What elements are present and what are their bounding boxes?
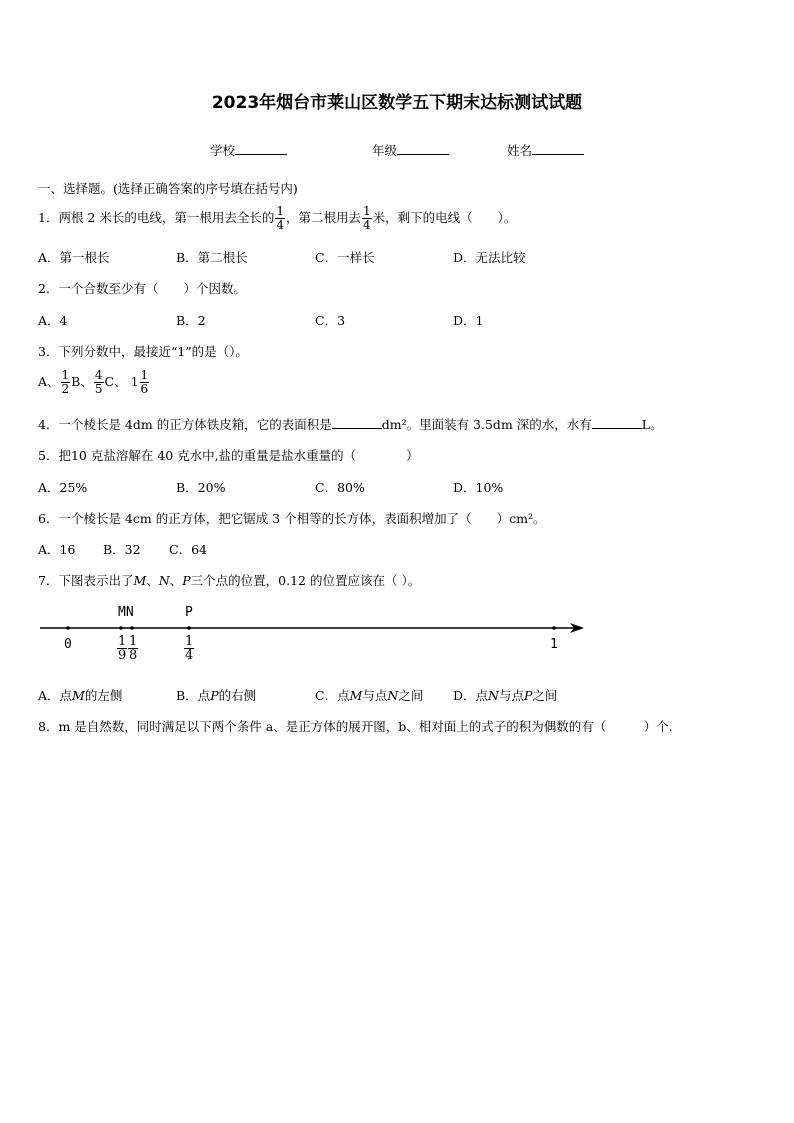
- q1-fraction-2: $\frac{1}{4}$: [363, 204, 371, 232]
- q7-text-2: 三个点的位置，0.12 的位置应该在（ ）。: [190, 573, 421, 588]
- q7-option-c: [315, 688, 423, 704]
- q7-c-point: M: [349, 688, 363, 703]
- q1-text-2: ，第二根用去: [286, 210, 362, 225]
- q7-c-text: 之间: [398, 688, 424, 703]
- q1-option-d: D．无法比较: [453, 250, 526, 265]
- q1-fraction-1: $\frac{1}{4}$: [276, 204, 284, 232]
- q7-option-d: [453, 688, 557, 704]
- name-blank: [532, 142, 584, 155]
- q6-option-b: B．32: [103, 542, 141, 557]
- q5-option-a: A．25%: [38, 480, 88, 495]
- school-blank: [235, 142, 287, 155]
- q7-point-m: M: [133, 573, 147, 588]
- q7-a-point: M: [72, 688, 85, 703]
- fraction-p: $\frac{1}{4}$: [185, 634, 194, 663]
- q3-option-c-label: C、: [104, 374, 127, 389]
- q7-sep: 、: [146, 573, 159, 588]
- q1-text-1: 1．两根 2 米长的电线，第一根用去全长的: [38, 210, 275, 225]
- q7-a-text: 的左侧: [84, 688, 123, 703]
- q2-option-c: C．3: [315, 313, 346, 328]
- q5-option-d: D．10%: [453, 480, 504, 495]
- q1-option-c: C．一样长: [315, 250, 375, 265]
- q7-a-text: A．点: [38, 688, 73, 703]
- question-4: [38, 416, 663, 433]
- section-heading: 一、选择题。(选择正确答案的序号填在括号内): [38, 181, 298, 196]
- label-mn: MN: [118, 605, 134, 620]
- q7-d-point: N: [488, 688, 499, 703]
- q1-option-a: A．第一根长: [38, 250, 110, 265]
- q3-fraction-c: $\frac{1}{6}$: [140, 368, 149, 396]
- q7-option-a: [38, 688, 122, 704]
- q5-option-b: B．20%: [176, 480, 226, 495]
- label-p: P: [185, 605, 193, 620]
- q7-text-1: 7．下图表示出了: [38, 573, 134, 588]
- school-label: 学校: [210, 143, 236, 158]
- question-2: 2．一个合数至少有（ ）个因数。: [38, 281, 246, 296]
- q7-b-text: B．点: [176, 688, 211, 703]
- question-8: 8．m 是自然数，同时满足以下两个条件 a、是正方体的展开图，b、相对面上的式子的积为偶数的有（ ）个．: [38, 719, 682, 734]
- question-5: 5．把10 克盐溶解在 40 克水中,盐的重量是盐水重量的（ ）: [38, 448, 419, 463]
- question-1: [38, 205, 516, 232]
- q7-b-text: 的右侧: [218, 688, 257, 703]
- q7-d-text: 与点: [498, 688, 524, 703]
- q5-option-c: C．80%: [315, 480, 365, 495]
- q3-whole: 1: [130, 374, 139, 389]
- grade-field: [372, 142, 449, 159]
- q4-blank-2: [592, 416, 642, 429]
- q7-c-text: C．点: [315, 688, 350, 703]
- q7-d-text: 之间: [532, 688, 558, 703]
- label-zero: 0: [64, 637, 72, 652]
- question-6: 6．一个棱长是 4cm 的正方体，把它锯成 3 个相等的长方体，表面积增加了（ ）cm²。: [38, 511, 546, 526]
- q6-option-c: C．64: [169, 542, 207, 557]
- q2-option-a: A．4: [38, 313, 68, 328]
- q2-option-b: B．2: [176, 313, 206, 328]
- q2-option-d: D．1: [453, 313, 484, 328]
- page-title: 2023年烟台市莱山区数学五下期末达标测试试题: [211, 93, 583, 113]
- name-field: [507, 142, 584, 159]
- fraction-m: $\frac{1}{9}$: [118, 634, 127, 663]
- q3-option-a-label: A、: [38, 374, 60, 389]
- name-label: 姓名: [507, 143, 533, 158]
- q7-point-p: P: [182, 573, 191, 588]
- q4-blank-1: [332, 416, 382, 429]
- q7-sep: 、: [169, 573, 183, 588]
- q4-text-2: dm²。里面装有 3.5dm 深的水，水有: [381, 417, 592, 432]
- q1-text-3: 米，剩下的电线（ ）。: [372, 210, 517, 225]
- q3-fraction-b: $\frac{4}{5}$: [94, 368, 103, 396]
- grade-label: 年级: [372, 143, 398, 158]
- q7-d-point: P: [523, 688, 533, 703]
- q3-options: [38, 369, 150, 396]
- q7-option-b: [176, 688, 256, 704]
- q7-c-text: 与点: [362, 688, 388, 703]
- q7-d-text: D．点: [453, 688, 489, 703]
- q4-text-3: L。: [641, 417, 663, 432]
- fraction-n: $\frac{1}{8}$: [129, 634, 138, 663]
- q7-c-point: N: [387, 688, 399, 703]
- question-7: [38, 573, 420, 589]
- grade-blank: [397, 142, 449, 155]
- question-3: 3．下列分数中，最接近“1”的是（）。: [38, 344, 248, 359]
- q7-point-n: N: [158, 573, 170, 588]
- school-field: [210, 142, 287, 159]
- q7-b-point: P: [210, 688, 219, 703]
- q3-option-b-label: B、: [71, 374, 93, 389]
- q1-option-b: B．第二根长: [176, 250, 248, 265]
- q6-option-a: A．16: [38, 542, 76, 557]
- q3-fraction-a: $\frac{1}{2}$: [61, 368, 70, 396]
- q4-text-1: 4．一个棱长是 4dm 的正方体铁皮箱，它的表面积是: [38, 417, 332, 432]
- label-one: 1: [550, 637, 558, 652]
